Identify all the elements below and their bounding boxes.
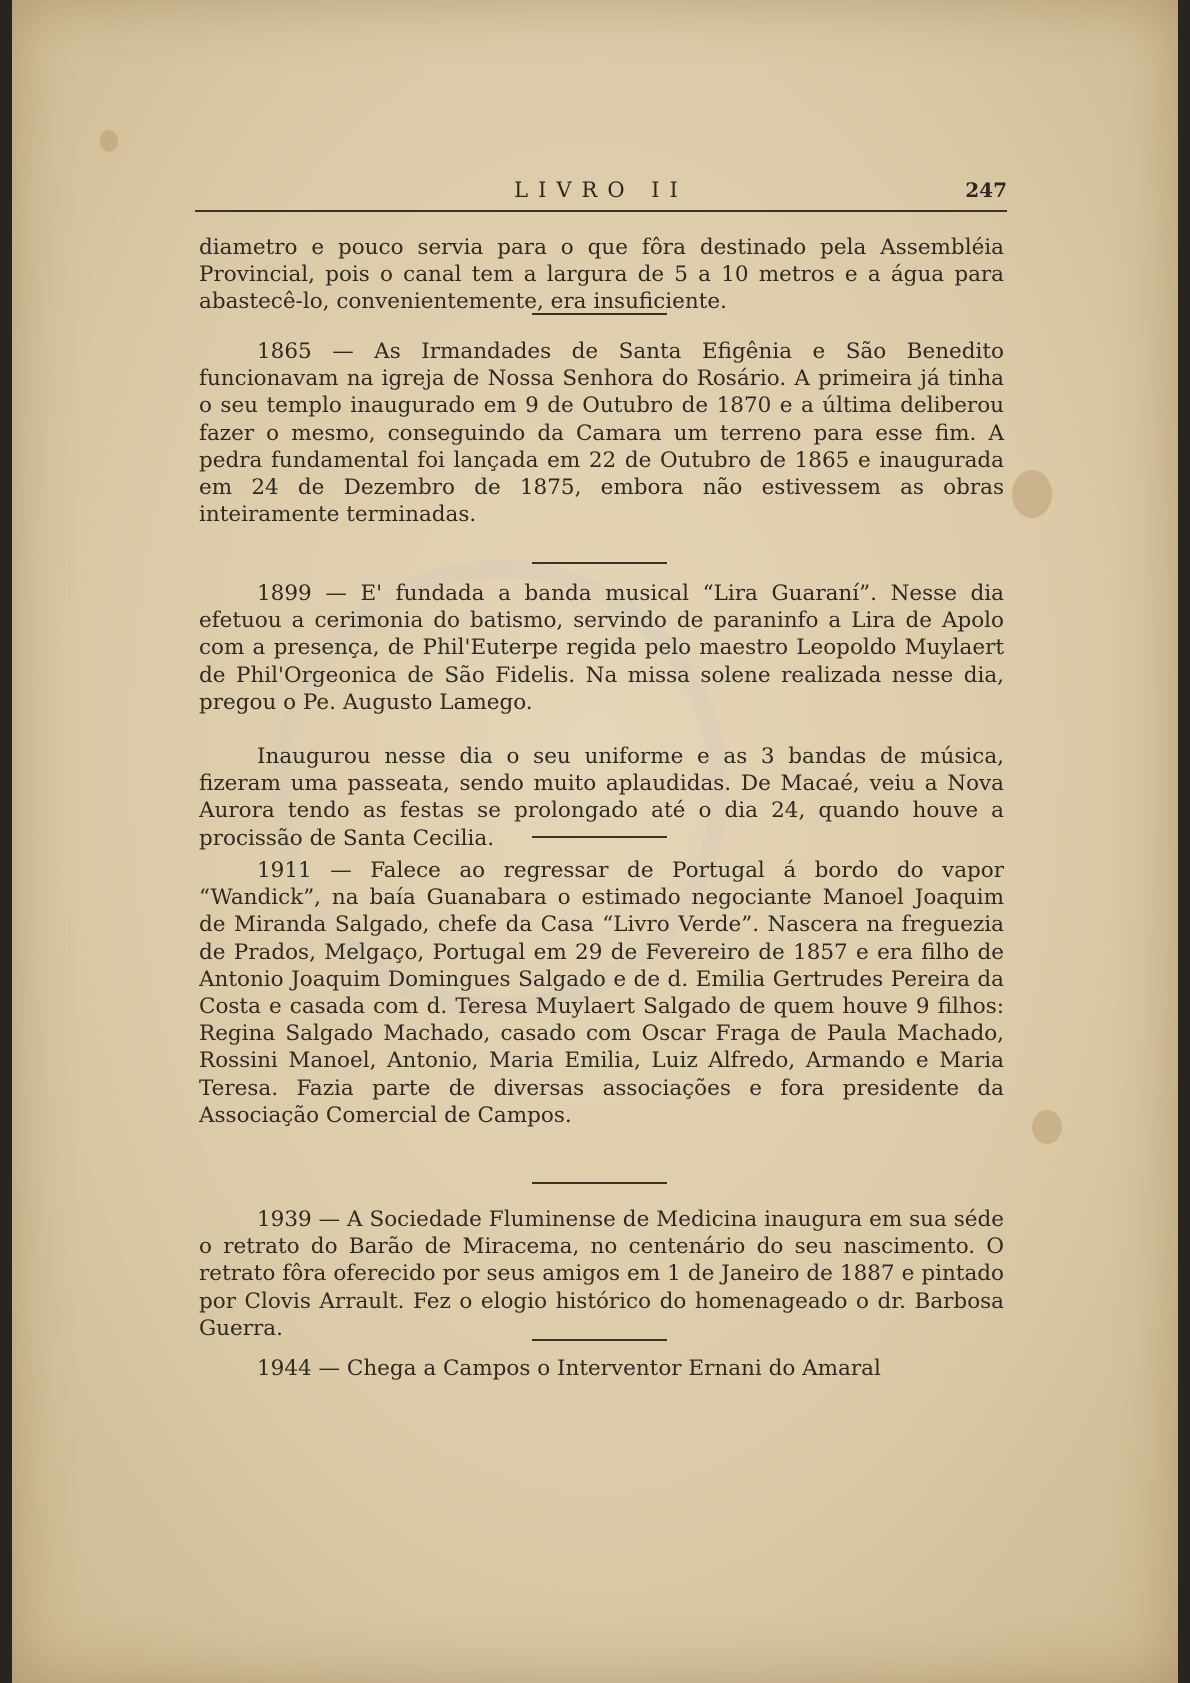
stain-spot bbox=[1012, 470, 1052, 518]
stain-spot bbox=[1032, 1110, 1062, 1144]
section-divider bbox=[532, 562, 667, 564]
stain-spot bbox=[100, 130, 118, 152]
entry-1899: 1899 — E' fundada a banda musical “Lira Guaraní”. Nesse dia efetuou a cerimonia do batismo, servindo de paraninfo a Lira de Apolo com a presença, de Phil'Euterpe regida pelo maestro Leopoldo Muylaert de Phil'Orgeonica de São Fidelis. Na missa solene realizada nesse dia, pregou o Pe. Augusto Lamego. bbox=[199, 581, 1004, 715]
entry-1944: 1944 — Chega a Campos o Interventor Ernani do Amaral bbox=[257, 1356, 881, 1381]
page-number: 247 bbox=[965, 178, 1007, 202]
entry-1899-continued: Inaugurou nesse dia o seu uniforme e as 3 bandas de música, fizeram uma passeata, sendo muito aplaudidas. De Macaé, veiu a Nova Aurora tendo as festas se prolongado até o dia 24, quando houve a procissão de Santa Cecilia. bbox=[199, 744, 1004, 851]
section-divider bbox=[532, 1339, 667, 1341]
running-head bbox=[195, 176, 1007, 212]
section-divider bbox=[532, 313, 667, 315]
running-head-title: LIVRO II bbox=[514, 178, 688, 202]
entry-1865: 1865 — As Irmandades de Santa Efigênia e São Benedito funcionavam na igreja de Nossa Senhora do Rosário. A primeira já tinha o seu templo inaugurado em 9 de Outubro de 1870 e a última deliberou fazer o mesmo, conseguindo da Camara um terreno para esse fim. A pedra fundamental foi lançada em 22 de Outubro de 1865 e inaugurada em 24 de Dezembro de 1875, embora não estivessem as obras inteiramente terminadas. bbox=[199, 339, 1004, 528]
paragraph-continuation: diametro e pouco servia para o que fôra destinado pela Assembléia Provincial, pois o canal tem a largura de 5 a 10 metros e a água para abastecê-lo, convenientemente, era insuficiente. bbox=[199, 235, 1004, 315]
entry-1911: 1911 — Falece ao regressar de Portugal á bordo do vapor “Wandick”, na baía Guanabara o estimado negociante Manoel Joaquim de Miranda Salgado, chefe da Casa “Livro Verde”. Nascera na freguezia de Prados, Melgaço, Portugal em 29 de Fevereiro de 1857 e era filho de Antonio Joaquim Domingues Salgado e de d. Emilia Gertrudes Pereira da Costa e casada com d. Teresa Muylaert Salgado de quem houve 9 filhos: Regina Salgado Machado, casado com Oscar Fraga de Paula Machado, Rossini Manoel, Antonio, Maria Emilia, Luiz Alfredo, Armando e Maria Teresa. Fazia parte de diversas associações e fora presidente da Associação Comercial de Campos. bbox=[199, 858, 1004, 1128]
entry-1939: 1939 — A Sociedade Fluminense de Medicina inaugura em sua séde o retrato do Barão de Miracema, no centenário do seu nascimento. O retrato fôra oferecido por seus amigos em 1 de Janeiro de 1887 e pintado por Clovis Arrault. Fez o elogio histórico do homenageado o dr. Barbosa Guerra. bbox=[199, 1207, 1004, 1341]
book-page bbox=[12, 0, 1178, 1683]
section-divider bbox=[532, 1182, 667, 1184]
section-divider bbox=[532, 836, 667, 838]
